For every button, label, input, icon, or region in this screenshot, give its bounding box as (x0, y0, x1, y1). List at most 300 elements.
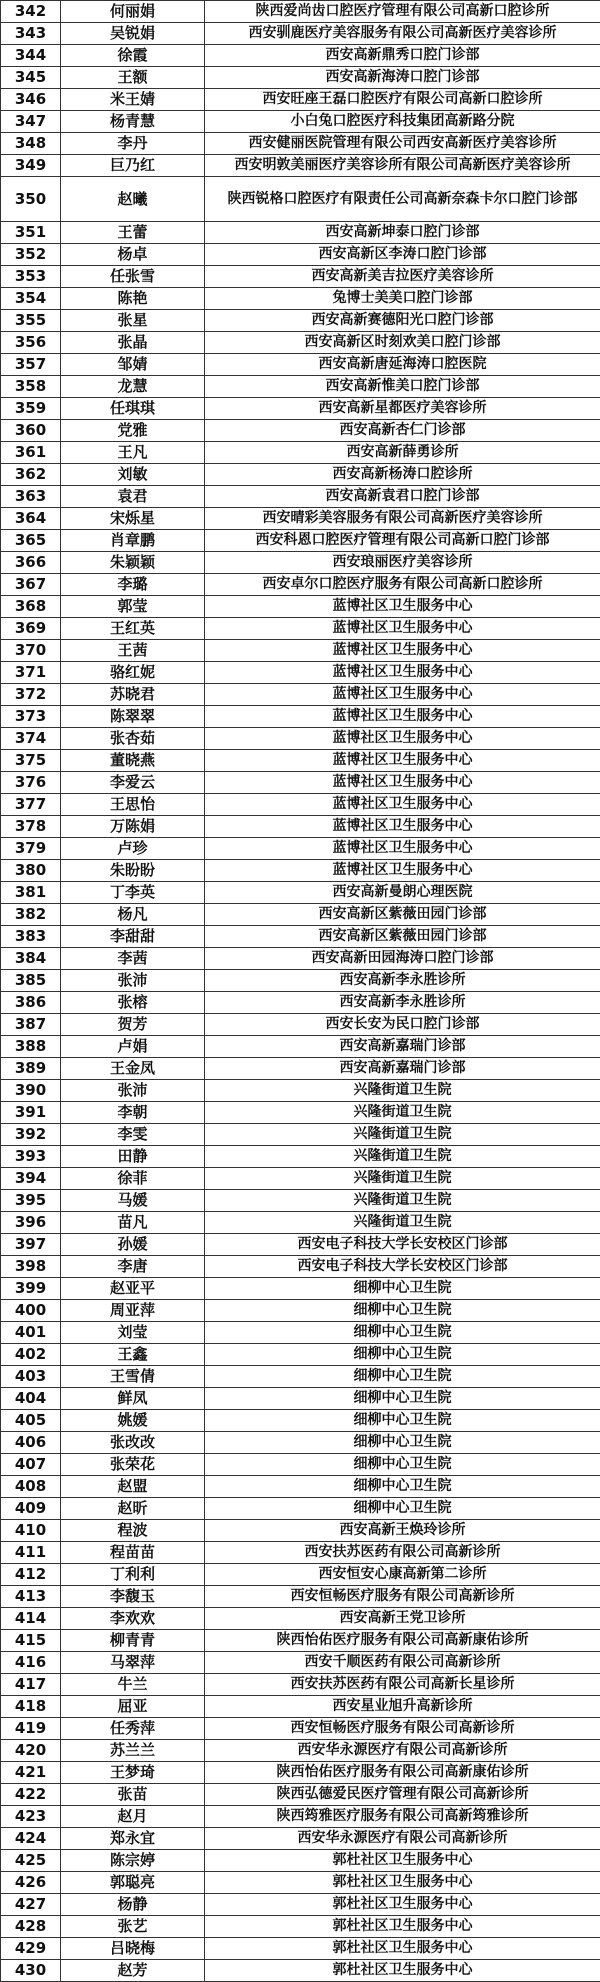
row-number-cell: 370 (1, 640, 61, 662)
table-row (1, 1256, 600, 1278)
table-row (1, 904, 600, 926)
table-row (1, 1190, 600, 1212)
person-name-cell: 程波 (61, 1520, 205, 1542)
table-row (1, 464, 600, 486)
institution-cell: 西安高新坤泰口腔门诊部 (205, 222, 600, 244)
table-row (1, 177, 600, 222)
row-number-cell: 368 (1, 596, 61, 618)
table-row (1, 926, 600, 948)
table-row (1, 970, 600, 992)
person-name-cell: 郭莹 (61, 596, 205, 618)
table-row (1, 420, 600, 442)
person-name-cell: 牛兰 (61, 1674, 205, 1696)
institution-cell: 西安高新区紫薇田园门诊部 (205, 926, 600, 948)
institution-cell: 郭杜社区卫生服务中心 (205, 1916, 600, 1938)
row-number-cell: 374 (1, 728, 61, 750)
table-row (1, 67, 600, 89)
person-name-cell: 党雅 (61, 420, 205, 442)
institution-cell: 西安高新李永胜诊所 (205, 970, 600, 992)
person-name-cell: 王蕾 (61, 222, 205, 244)
row-number-cell: 417 (1, 1674, 61, 1696)
table-row (1, 1168, 600, 1190)
institution-cell: 陕西筠雅医疗服务有限公司高新筠雅诊所 (205, 1806, 600, 1828)
person-name-cell: 苏兰兰 (61, 1740, 205, 1762)
person-name-cell: 吴锐娟 (61, 23, 205, 45)
row-number-cell: 410 (1, 1520, 61, 1542)
person-name-cell: 陈艳 (61, 288, 205, 310)
row-number-cell: 392 (1, 1124, 61, 1146)
table-row (1, 310, 600, 332)
table-row (1, 288, 600, 310)
person-name-cell: 陈宗婷 (61, 1850, 205, 1872)
person-name-cell: 赵昕 (61, 1498, 205, 1520)
institution-cell: 西安高新曼朗心理医院 (205, 882, 600, 904)
row-number-cell: 367 (1, 574, 61, 596)
person-name-cell: 张晶 (61, 332, 205, 354)
institution-cell: 细柳中心卫生院 (205, 1322, 600, 1344)
person-name-cell: 李茜 (61, 948, 205, 970)
institution-cell: 西安高新区紫薇田园门诊部 (205, 904, 600, 926)
institution-cell: 郭杜社区卫生服务中心 (205, 1960, 600, 1982)
person-name-cell: 吕晓梅 (61, 1938, 205, 1960)
table-row (1, 1234, 600, 1256)
institution-cell: 西安高新区李涛口腔门诊部 (205, 244, 600, 266)
table-row (1, 1630, 600, 1652)
institution-cell: 西安恒畅医疗服务有限公司高新诊所 (205, 1586, 600, 1608)
row-number-cell: 360 (1, 420, 61, 442)
institution-cell: 蓝博社区卫生服务中心 (205, 728, 600, 750)
person-name-cell: 王思怡 (61, 794, 205, 816)
person-name-cell: 卢娟 (61, 1036, 205, 1058)
row-number-cell: 391 (1, 1102, 61, 1124)
institution-cell: 细柳中心卫生院 (205, 1344, 600, 1366)
person-name-cell: 刘莹 (61, 1322, 205, 1344)
row-number-cell: 424 (1, 1828, 61, 1850)
table-row (1, 486, 600, 508)
table-row (1, 948, 600, 970)
institution-cell: 西安高新杏仁门诊部 (205, 420, 600, 442)
institution-cell: 蓝博社区卫生服务中心 (205, 640, 600, 662)
table-row (1, 1916, 600, 1938)
institution-cell: 西安华永源医疗有限公司高新诊所 (205, 1828, 600, 1850)
institution-cell: 西安华永源医疗有限公司高新诊所 (205, 1740, 600, 1762)
institution-cell: 西安电子科技大学长安校区门诊部 (205, 1234, 600, 1256)
person-name-cell: 郭聪亮 (61, 1872, 205, 1894)
person-name-cell: 王凡 (61, 442, 205, 464)
person-name-cell: 徐霞 (61, 45, 205, 67)
institution-cell: 陕西怡佑医疗服务有限公司高新康佑诊所 (205, 1630, 600, 1652)
table-row (1, 332, 600, 354)
row-number-cell: 396 (1, 1212, 61, 1234)
row-number-cell: 413 (1, 1586, 61, 1608)
institution-cell: 细柳中心卫生院 (205, 1454, 600, 1476)
institution-cell: 西安高新鼎秀口腔门诊部 (205, 45, 600, 67)
table-row (1, 1388, 600, 1410)
institution-cell: 西安旺座王磊口腔医疗有限公司高新口腔诊所 (205, 89, 600, 111)
person-name-cell: 屈亚 (61, 1696, 205, 1718)
row-number-cell: 361 (1, 442, 61, 464)
person-name-cell: 王鑫 (61, 1344, 205, 1366)
person-name-cell: 米王婧 (61, 89, 205, 111)
table-row (1, 111, 600, 133)
row-number-cell: 405 (1, 1410, 61, 1432)
institution-cell: 西安扶苏医药有限公司高新长星诊所 (205, 1674, 600, 1696)
person-name-cell: 骆红妮 (61, 662, 205, 684)
row-number-cell: 412 (1, 1564, 61, 1586)
row-number-cell: 376 (1, 772, 61, 794)
institution-cell: 郭杜社区卫生服务中心 (205, 1850, 600, 1872)
institution-cell: 西安恒安心康高新第二诊所 (205, 1564, 600, 1586)
row-number-cell: 394 (1, 1168, 61, 1190)
row-number-cell: 393 (1, 1146, 61, 1168)
institution-cell: 蓝博社区卫生服务中心 (205, 684, 600, 706)
institution-cell: 小白兔口腔医疗科技集团高新路分院 (205, 111, 600, 133)
person-name-cell: 贺芳 (61, 1014, 205, 1036)
person-name-cell: 赵亚平 (61, 1278, 205, 1300)
table-row (1, 684, 600, 706)
table-row (1, 750, 600, 772)
table-row (1, 244, 600, 266)
row-number-cell: 378 (1, 816, 61, 838)
row-number-cell: 350 (1, 177, 61, 222)
institution-cell: 西安驯鹿医疗美容服务有限公司高新医疗美容诊所 (205, 23, 600, 45)
person-name-cell: 丁李英 (61, 882, 205, 904)
person-name-cell: 袁君 (61, 486, 205, 508)
table-row (1, 1564, 600, 1586)
institution-cell: 西安高新王党卫诊所 (205, 1608, 600, 1630)
row-number-cell: 382 (1, 904, 61, 926)
institution-cell: 陕西弘德爱民医疗管理有限公司高新诊所 (205, 1784, 600, 1806)
institution-cell: 蓝博社区卫生服务中心 (205, 816, 600, 838)
institution-cell: 西安明敦美丽医疗美容诊所有限公司高新医疗美容诊所 (205, 155, 600, 177)
table-row (1, 1432, 600, 1454)
person-name-cell: 张艺 (61, 1916, 205, 1938)
person-name-cell: 周亚萍 (61, 1300, 205, 1322)
institution-cell: 蓝博社区卫生服务中心 (205, 662, 600, 684)
person-name-cell: 龙慧 (61, 376, 205, 398)
table-row (1, 1586, 600, 1608)
institution-cell: 西安高新嘉瑞门诊部 (205, 1036, 600, 1058)
row-number-cell: 421 (1, 1762, 61, 1784)
row-number-cell: 425 (1, 1850, 61, 1872)
institution-cell: 兴隆街道卫生院 (205, 1080, 600, 1102)
institution-cell: 兴隆街道卫生院 (205, 1168, 600, 1190)
row-number-cell: 386 (1, 992, 61, 1014)
row-number-cell: 400 (1, 1300, 61, 1322)
institution-cell: 西安高新袁君口腔门诊部 (205, 486, 600, 508)
institution-cell: 蓝博社区卫生服务中心 (205, 838, 600, 860)
person-name-cell: 杨静 (61, 1894, 205, 1916)
row-number-cell: 419 (1, 1718, 61, 1740)
row-number-cell: 390 (1, 1080, 61, 1102)
table-row (1, 1278, 600, 1300)
table-row (1, 508, 600, 530)
person-name-cell: 王雪倩 (61, 1366, 205, 1388)
table-row (1, 398, 600, 420)
person-name-cell: 李欢欢 (61, 1608, 205, 1630)
table-row (1, 772, 600, 794)
table-row (1, 596, 600, 618)
institution-cell: 蓝博社区卫生服务中心 (205, 618, 600, 640)
row-number-cell: 385 (1, 970, 61, 992)
institution-cell: 西安高新王焕玲诊所 (205, 1520, 600, 1542)
institution-cell: 西安电子科技大学长安校区门诊部 (205, 1256, 600, 1278)
person-name-cell: 李唐 (61, 1256, 205, 1278)
institution-cell: 细柳中心卫生院 (205, 1300, 600, 1322)
institution-cell: 蓝博社区卫生服务中心 (205, 750, 600, 772)
table-row (1, 1102, 600, 1124)
table-row (1, 1300, 600, 1322)
institution-cell: 西安卓尔口腔医疗服务有限公司高新口腔诊所 (205, 574, 600, 596)
row-number-cell: 426 (1, 1872, 61, 1894)
institution-cell: 蓝博社区卫生服务中心 (205, 706, 600, 728)
table-row (1, 1784, 600, 1806)
row-number-cell: 381 (1, 882, 61, 904)
table-row (1, 1762, 600, 1784)
person-name-cell: 张苗 (61, 1784, 205, 1806)
table-row (1, 1806, 600, 1828)
row-number-cell: 347 (1, 111, 61, 133)
table-row (1, 376, 600, 398)
person-name-cell: 朱盼盼 (61, 860, 205, 882)
institution-cell: 郭杜社区卫生服务中心 (205, 1872, 600, 1894)
table-row (1, 1, 600, 23)
person-name-cell: 孙媛 (61, 1234, 205, 1256)
row-number-cell: 355 (1, 310, 61, 332)
table-row (1, 1344, 600, 1366)
row-number-cell: 375 (1, 750, 61, 772)
table-row (1, 552, 600, 574)
row-number-cell: 354 (1, 288, 61, 310)
table-row (1, 1938, 600, 1960)
row-number-cell: 402 (1, 1344, 61, 1366)
person-name-cell: 王红英 (61, 618, 205, 640)
institution-cell: 西安晴彩美容服务有限公司高新医疗美容诊所 (205, 508, 600, 530)
person-name-cell: 姚媛 (61, 1410, 205, 1432)
institution-cell: 细柳中心卫生院 (205, 1278, 600, 1300)
institution-cell: 细柳中心卫生院 (205, 1476, 600, 1498)
person-name-cell: 王金凤 (61, 1058, 205, 1080)
row-number-cell: 429 (1, 1938, 61, 1960)
institution-cell: 蓝博社区卫生服务中心 (205, 772, 600, 794)
row-number-cell: 383 (1, 926, 61, 948)
row-number-cell: 418 (1, 1696, 61, 1718)
row-number-cell: 388 (1, 1036, 61, 1058)
person-name-cell: 赵盟 (61, 1476, 205, 1498)
row-number-cell: 345 (1, 67, 61, 89)
institution-cell: 兴隆街道卫生院 (205, 1102, 600, 1124)
person-name-cell: 朱颖颖 (61, 552, 205, 574)
institution-cell: 西安恒畅医疗服务有限公司高新诊所 (205, 1718, 600, 1740)
institution-cell: 兔博士美美口腔门诊部 (205, 288, 600, 310)
table-row (1, 1366, 600, 1388)
row-number-cell: 371 (1, 662, 61, 684)
person-name-cell: 赵芳 (61, 1960, 205, 1982)
person-name-cell: 李馥玉 (61, 1586, 205, 1608)
table-row (1, 574, 600, 596)
person-name-cell: 鲜凤 (61, 1388, 205, 1410)
person-name-cell: 李爱云 (61, 772, 205, 794)
row-number-cell: 411 (1, 1542, 61, 1564)
institution-cell: 陕西爱尚齿口腔医疗管理有限公司高新口腔诊所 (205, 1, 600, 23)
row-number-cell: 384 (1, 948, 61, 970)
person-name-cell: 张杏茹 (61, 728, 205, 750)
person-name-cell: 杨青慧 (61, 111, 205, 133)
table-row (1, 133, 600, 155)
person-name-cell: 万陈娟 (61, 816, 205, 838)
row-number-cell: 377 (1, 794, 61, 816)
row-number-cell: 398 (1, 1256, 61, 1278)
row-number-cell: 387 (1, 1014, 61, 1036)
table-row (1, 882, 600, 904)
table-row (1, 1542, 600, 1564)
row-number-cell: 407 (1, 1454, 61, 1476)
person-name-cell: 邹婧 (61, 354, 205, 376)
row-number-cell: 353 (1, 266, 61, 288)
row-number-cell: 379 (1, 838, 61, 860)
person-name-cell: 马媛 (61, 1190, 205, 1212)
institution-cell: 西安扶苏医药有限公司高新诊所 (205, 1542, 600, 1564)
row-number-cell: 342 (1, 1, 61, 23)
institution-cell: 西安高新薛勇诊所 (205, 442, 600, 464)
row-number-cell: 422 (1, 1784, 61, 1806)
table-row (1, 354, 600, 376)
person-name-cell: 徐菲 (61, 1168, 205, 1190)
institution-cell: 西安高新区时刻欢美口腔门诊部 (205, 332, 600, 354)
institution-cell: 西安科恩口腔医疗管理有限公司高新口腔门诊部 (205, 530, 600, 552)
row-number-cell: 399 (1, 1278, 61, 1300)
institution-cell: 郭杜社区卫生服务中心 (205, 1938, 600, 1960)
row-number-cell: 430 (1, 1960, 61, 1982)
table-row (1, 618, 600, 640)
person-name-cell: 苗凡 (61, 1212, 205, 1234)
row-number-cell: 380 (1, 860, 61, 882)
person-name-cell: 陈翠翠 (61, 706, 205, 728)
person-name-cell: 卢珍 (61, 838, 205, 860)
table-row (1, 728, 600, 750)
row-number-cell: 420 (1, 1740, 61, 1762)
person-name-cell: 李甜甜 (61, 926, 205, 948)
table-row (1, 23, 600, 45)
table-row (1, 1498, 600, 1520)
person-name-cell: 李璐 (61, 574, 205, 596)
person-name-cell: 杨凡 (61, 904, 205, 926)
institution-cell: 陕西锐格口腔医疗有限责任公司高新奈森卡尔口腔门诊部 (205, 177, 600, 222)
row-number-cell: 395 (1, 1190, 61, 1212)
institution-cell: 西安长安为民口腔门诊部 (205, 1014, 600, 1036)
institution-cell: 郭杜社区卫生服务中心 (205, 1894, 600, 1916)
person-name-cell: 郑永宜 (61, 1828, 205, 1850)
person-name-cell: 杨卓 (61, 244, 205, 266)
institution-cell: 细柳中心卫生院 (205, 1388, 600, 1410)
person-name-cell: 丁利利 (61, 1564, 205, 1586)
table-row (1, 1608, 600, 1630)
person-name-cell: 柳青青 (61, 1630, 205, 1652)
row-number-cell: 349 (1, 155, 61, 177)
person-name-cell: 张榕 (61, 992, 205, 1014)
person-name-cell: 巨乃红 (61, 155, 205, 177)
table-row (1, 1410, 600, 1432)
row-number-cell: 357 (1, 354, 61, 376)
person-name-cell: 李雯 (61, 1124, 205, 1146)
row-number-cell: 415 (1, 1630, 61, 1652)
roster-body (1, 1, 600, 1982)
row-number-cell: 397 (1, 1234, 61, 1256)
row-number-cell: 359 (1, 398, 61, 420)
person-name-cell: 肖章鹏 (61, 530, 205, 552)
institution-cell: 兴隆街道卫生院 (205, 1212, 600, 1234)
table-row (1, 155, 600, 177)
table-row (1, 442, 600, 464)
table-row (1, 1652, 600, 1674)
table-row (1, 1124, 600, 1146)
institution-cell: 西安高新赛德阳光口腔门诊部 (205, 310, 600, 332)
row-number-cell: 365 (1, 530, 61, 552)
person-name-cell: 任张雪 (61, 266, 205, 288)
row-number-cell: 358 (1, 376, 61, 398)
table-row (1, 1080, 600, 1102)
row-number-cell: 369 (1, 618, 61, 640)
person-name-cell: 赵曦 (61, 177, 205, 222)
row-number-cell: 414 (1, 1608, 61, 1630)
institution-cell: 西安琅丽医疗美容诊所 (205, 552, 600, 574)
institution-cell: 西安高新李永胜诊所 (205, 992, 600, 1014)
institution-cell: 西安健丽医院管理有限公司西安高新医疗美容诊所 (205, 133, 600, 155)
institution-cell: 蓝博社区卫生服务中心 (205, 596, 600, 618)
institution-cell: 细柳中心卫生院 (205, 1498, 600, 1520)
table-row (1, 45, 600, 67)
row-number-cell: 364 (1, 508, 61, 530)
institution-cell: 细柳中心卫生院 (205, 1366, 600, 1388)
table-row (1, 1146, 600, 1168)
row-number-cell: 408 (1, 1476, 61, 1498)
row-number-cell: 428 (1, 1916, 61, 1938)
institution-cell: 兴隆街道卫生院 (205, 1190, 600, 1212)
table-row (1, 89, 600, 111)
row-number-cell: 427 (1, 1894, 61, 1916)
row-number-cell: 406 (1, 1432, 61, 1454)
table-row (1, 1322, 600, 1344)
table-row (1, 1872, 600, 1894)
row-number-cell: 403 (1, 1366, 61, 1388)
table-row (1, 1036, 600, 1058)
row-number-cell: 409 (1, 1498, 61, 1520)
institution-cell: 西安千顺医药有限公司高新诊所 (205, 1652, 600, 1674)
institution-cell: 西安高新惟美口腔门诊部 (205, 376, 600, 398)
table-row (1, 794, 600, 816)
table-row (1, 266, 600, 288)
table-row (1, 1674, 600, 1696)
table-row (1, 1520, 600, 1542)
table-row (1, 222, 600, 244)
table-row (1, 1212, 600, 1234)
person-name-cell: 李丹 (61, 133, 205, 155)
row-number-cell: 363 (1, 486, 61, 508)
table-row (1, 1014, 600, 1036)
person-name-cell: 董晓燕 (61, 750, 205, 772)
institution-cell: 陕西怡佑医疗服务有限公司高新康佑诊所 (205, 1762, 600, 1784)
person-name-cell: 田静 (61, 1146, 205, 1168)
institution-cell: 西安高新星都医疗美容诊所 (205, 398, 600, 420)
person-name-cell: 张荣花 (61, 1454, 205, 1476)
row-number-cell: 348 (1, 133, 61, 155)
person-name-cell: 程苗苗 (61, 1542, 205, 1564)
institution-cell: 细柳中心卫生院 (205, 1410, 600, 1432)
person-name-cell: 何丽娟 (61, 1, 205, 23)
person-name-cell: 任秀萍 (61, 1718, 205, 1740)
row-number-cell: 343 (1, 23, 61, 45)
person-name-cell: 任琪琪 (61, 398, 205, 420)
